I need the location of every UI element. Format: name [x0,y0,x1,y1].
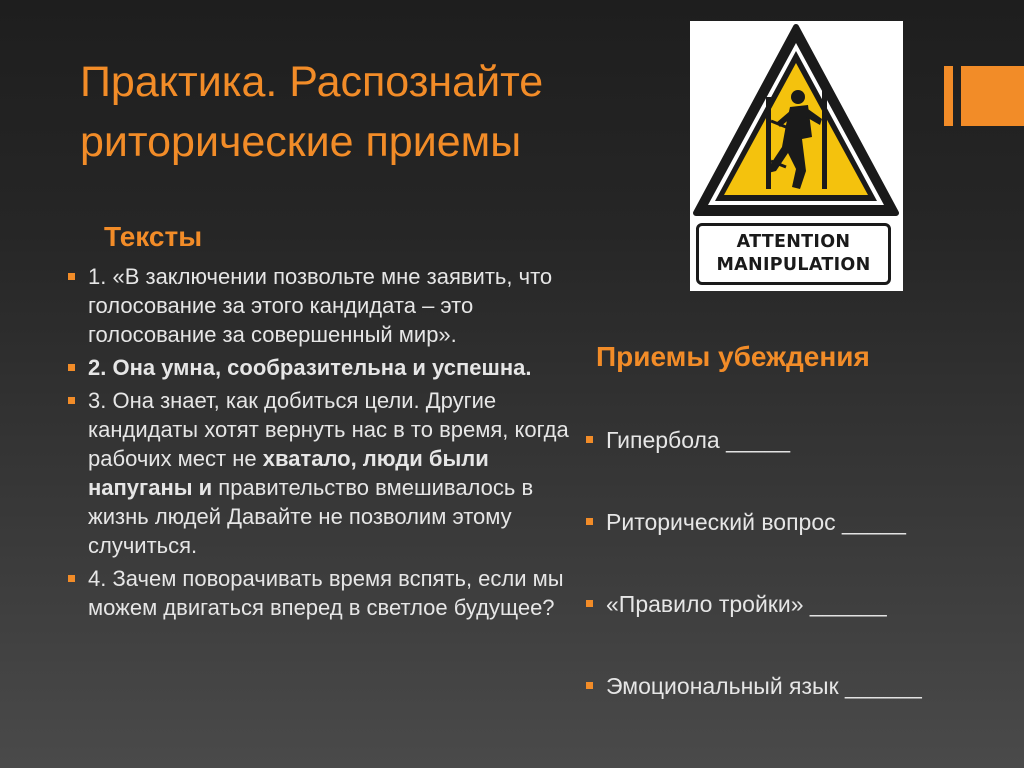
method-blank: _____ [842,509,906,535]
bullet-icon [68,364,75,371]
texts-list [68,262,573,626]
text-item-1 [68,262,573,349]
method-label: Риторический вопрос [606,509,836,535]
method-item [586,424,1016,456]
accent-bar-thin [944,66,953,126]
bullet-icon [68,397,75,404]
method-label: Эмоциональный язык [606,673,839,699]
text-item-3-bold: хватало, люди были напуганы и [88,446,489,500]
text-item-2-content: 2. Она умна, сообразительна и успешна. [88,355,532,380]
text-item-3-part1: 3. Она знает, как добиться цели. Другие кандидаты хотят вернуть нас в то время, когда рабочих мест не [88,388,569,471]
method-blank: ______ [809,591,887,617]
sign-label [696,223,891,285]
accent-bar-thick [961,66,1024,126]
bullet-icon [586,682,593,689]
method-blank: _____ [726,427,791,453]
text-item-1-content: 1. «В заключении позвольте мне заявить, что голосование за этого кандидата – это голосование за совершенный мир». [88,264,553,347]
bullet-icon [586,436,593,443]
slide-title: Практика. Распознайте риторические приемы [80,58,544,166]
methods-heading: Приемы убеждения [596,341,870,372]
text-item-4-content: 4. Зачем поворачивать время вспять, если мы можем двигаться вперед в светлое будущее? [88,566,564,620]
text-item-3 [68,386,573,560]
method-item [586,506,1016,538]
text-item-4 [68,564,573,622]
method-label: Гипербола [606,427,720,453]
texts-heading: Тексты [104,221,203,252]
bullet-icon [68,273,75,280]
method-item [586,670,1016,702]
text-item-3-part2: правительство вмешивалось в жизнь людей Давайте не позволим этому случиться. [88,475,534,558]
method-blank: ______ [845,673,922,699]
sign-label-line2: MANIPULATION [716,255,871,275]
bullet-icon [586,518,593,525]
attention-manipulation-sign [690,21,903,291]
warning-triangle-icon [690,21,903,221]
bullet-icon [586,600,593,607]
method-item [586,588,1016,620]
sign-label-line1: ATTENTION [736,232,851,252]
text-item-2 [68,353,573,382]
method-label: «Правило тройки» [606,591,804,617]
bullet-icon [68,575,75,582]
methods-list [586,424,1016,752]
